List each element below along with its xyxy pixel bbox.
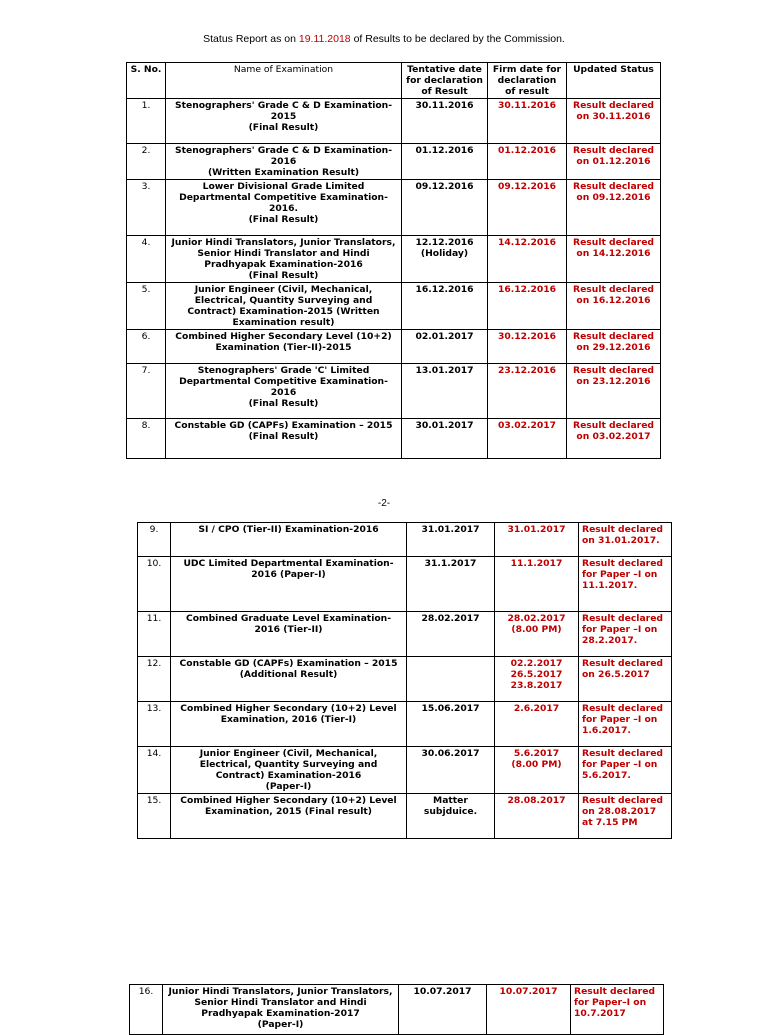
row-tentative-date: 15.06.2017 [407, 702, 495, 747]
row-sno: 16. [130, 985, 163, 1035]
results-table-page-3 [129, 984, 664, 1035]
row-sno: 4. [127, 236, 166, 283]
row-exam-name: Stenographers' Grade C & D Examination-2016 (Written Examination Result) [166, 144, 402, 180]
table-row [138, 794, 672, 839]
title-prefix: Status Report as on [203, 33, 299, 45]
row-tentative-date: 09.12.2016 [402, 180, 488, 236]
row-tentative-date: 13.01.2017 [402, 364, 488, 419]
row-sno: 6. [127, 330, 166, 364]
table-row [138, 747, 672, 794]
table-row [127, 283, 661, 330]
row-sno: 2. [127, 144, 166, 180]
row-exam-name: SI / CPO (Tier-II) Examination-2016 [171, 523, 407, 557]
row-tentative-date: 30.01.2017 [402, 419, 488, 459]
row-firm-date: 10.07.2017 [487, 985, 571, 1035]
table-row [127, 419, 661, 459]
page-title [0, 33, 768, 45]
row-firm-date: 01.12.2016 [488, 144, 567, 180]
table-row [127, 180, 661, 236]
row-exam-name: Combined Graduate Level Examination-2016 (Tier-II) [171, 612, 407, 657]
row-exam-name: Stenographers' Grade C & D Examination-2015 (Final Result) [166, 99, 402, 144]
row-firm-date: 5.6.2017 (8.00 PM) [495, 747, 579, 794]
table-row [138, 557, 672, 612]
row-tentative-date: Matter subjduice. [407, 794, 495, 839]
row-firm-date: 30.11.2016 [488, 99, 567, 144]
row-firm-date: 28.08.2017 [495, 794, 579, 839]
row-firm-date: 30.12.2016 [488, 330, 567, 364]
row-updated-status: Result declared for Paper –I on 5.6.2017. [579, 747, 672, 794]
row-updated-status: Result declared on 03.02.2017 [567, 419, 661, 459]
row-tentative-date [407, 657, 495, 702]
table-row [138, 657, 672, 702]
header-tentative: Tentative date for declaration of Result [402, 63, 488, 99]
row-updated-status: Result declared on 26.5.2017 [579, 657, 672, 702]
page-number: -2- [377, 498, 391, 509]
header-firm: Firm date for declaration of result [488, 63, 567, 99]
row-tentative-date: 10.07.2017 [399, 985, 487, 1035]
table-row [127, 364, 661, 419]
title-date: 19.11.2018 [298, 33, 351, 45]
table-header-row [127, 63, 661, 99]
row-tentative-date: 01.12.2016 [402, 144, 488, 180]
row-sno: 11. [138, 612, 171, 657]
row-sno: 5. [127, 283, 166, 330]
row-tentative-date: 31.1.2017 [407, 557, 495, 612]
row-exam-name: Constable GD (CAPFs) Examination – 2015 (Additional Result) [171, 657, 407, 702]
row-sno: 14. [138, 747, 171, 794]
row-sno: 13. [138, 702, 171, 747]
row-tentative-date: 30.06.2017 [407, 747, 495, 794]
row-firm-date: 09.12.2016 [488, 180, 567, 236]
row-tentative-date: 16.12.2016 [402, 283, 488, 330]
row-updated-status: Result declared for Paper–I on 10.7.2017 [571, 985, 664, 1035]
row-sno: 7. [127, 364, 166, 419]
row-exam-name: Junior Hindi Translators, Junior Translators, Senior Hindi Translator and Hindi Pradhyapak Examination-2016 (Final Result) [166, 236, 402, 283]
row-firm-date: 2.6.2017 [495, 702, 579, 747]
row-sno: 3. [127, 180, 166, 236]
row-exam-name: Combined Higher Secondary (10+2) Level Examination, 2016 (Tier-I) [171, 702, 407, 747]
row-tentative-date: 02.01.2017 [402, 330, 488, 364]
row-updated-status: Result declared on 31.01.2017. [579, 523, 672, 557]
row-sno: 9. [138, 523, 171, 557]
table-row [130, 985, 664, 1035]
row-tentative-date: 12.12.2016 (Holiday) [402, 236, 488, 283]
row-exam-name: UDC Limited Departmental Examination-2016 (Paper-I) [171, 557, 407, 612]
row-exam-name: Junior Hindi Translators, Junior Translators, Senior Hindi Translator and Hindi Pradhyapak Examination-2017 (Paper-I) [163, 985, 399, 1035]
row-updated-status: Result declared on 30.11.2016 [567, 99, 661, 144]
table-row [127, 236, 661, 283]
title-suffix: of Results to be declared by the Commission. [350, 33, 565, 45]
header-name: Name of Examination [166, 63, 402, 99]
table-row [138, 523, 672, 557]
row-exam-name: Constable GD (CAPFs) Examination – 2015 (Final Result) [166, 419, 402, 459]
row-sno: 12. [138, 657, 171, 702]
row-firm-date: 02.2.2017 26.5.2017 23.8.2017 [495, 657, 579, 702]
row-sno: 1. [127, 99, 166, 144]
row-firm-date: 23.12.2016 [488, 364, 567, 419]
row-tentative-date: 28.02.2017 [407, 612, 495, 657]
row-updated-status: Result declared on 09.12.2016 [567, 180, 661, 236]
table-row [127, 99, 661, 144]
row-updated-status: Result declared on 28.08.2017 at 7.15 PM [579, 794, 672, 839]
row-exam-name: Combined Higher Secondary (10+2) Level Examination, 2015 (Final result) [171, 794, 407, 839]
row-updated-status: Result declared on 16.12.2016 [567, 283, 661, 330]
row-exam-name: Combined Higher Secondary Level (10+2) Examination (Tier-II)-2015 [166, 330, 402, 364]
row-updated-status: Result declared for Paper –I on 28.2.2017. [579, 612, 672, 657]
row-updated-status: Result declared on 14.12.2016 [567, 236, 661, 283]
results-table-page-1 [126, 62, 661, 459]
row-updated-status: Result declared for Paper –I on 1.6.2017. [579, 702, 672, 747]
row-firm-date: 03.02.2017 [488, 419, 567, 459]
table-row [138, 612, 672, 657]
row-sno: 10. [138, 557, 171, 612]
table-row [138, 702, 672, 747]
results-table-page-2 [137, 522, 672, 839]
row-firm-date: 31.01.2017 [495, 523, 579, 557]
table-row [127, 330, 661, 364]
row-updated-status: Result declared on 29.12.2016 [567, 330, 661, 364]
row-updated-status: Result declared on 01.12.2016 [567, 144, 661, 180]
row-sno: 15. [138, 794, 171, 839]
row-firm-date: 11.1.2017 [495, 557, 579, 612]
header-status: Updated Status [567, 63, 661, 99]
row-firm-date: 28.02.2017 (8.00 PM) [495, 612, 579, 657]
row-updated-status: Result declared for Paper –I on 11.1.2017. [579, 557, 672, 612]
row-exam-name: Junior Engineer (Civil, Mechanical, Electrical, Quantity Surveying and Contract) Examination-2016 (Paper-I) [171, 747, 407, 794]
row-sno: 8. [127, 419, 166, 459]
row-tentative-date: 30.11.2016 [402, 99, 488, 144]
row-exam-name: Stenographers' Grade 'C' Limited Departmental Competitive Examination-2016 (Final Result) [166, 364, 402, 419]
row-firm-date: 16.12.2016 [488, 283, 567, 330]
table-row [127, 144, 661, 180]
row-updated-status: Result declared on 23.12.2016 [567, 364, 661, 419]
row-exam-name: Junior Engineer (Civil, Mechanical, Electrical, Quantity Surveying and Contract) Examination-2015 (Written Examination result) [166, 283, 402, 330]
row-exam-name: Lower Divisional Grade Limited Departmental Competitive Examination-2016. (Final Result) [166, 180, 402, 236]
row-firm-date: 14.12.2016 [488, 236, 567, 283]
header-sno: S. No. [127, 63, 166, 99]
row-tentative-date: 31.01.2017 [407, 523, 495, 557]
